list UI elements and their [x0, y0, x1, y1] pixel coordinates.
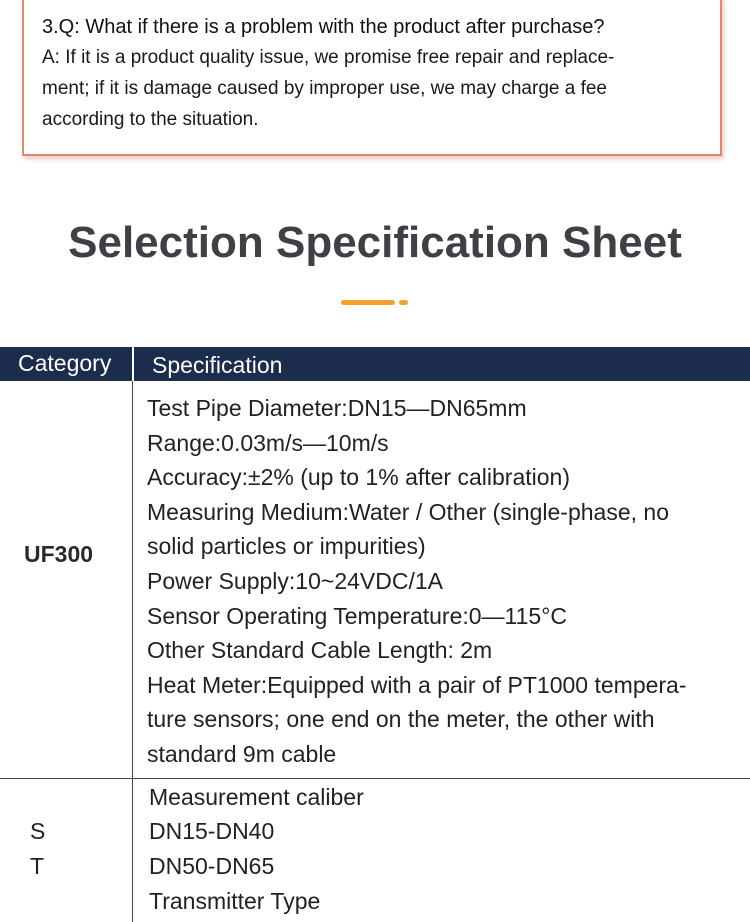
faq-question: 3.Q: What if there is a problem with the product after purchase? — [42, 16, 605, 38]
header-category: Category — [18, 350, 112, 376]
model-name: UF300 — [24, 541, 94, 567]
transmitter-type-heading: Transmitter Type — [149, 888, 321, 914]
header-divider — [132, 347, 134, 381]
faq-answer-line: according to the situation. — [42, 109, 259, 130]
spec-line: Heat Meter:Equipped with a pair of PT1000 tempera- — [147, 671, 687, 698]
spec-line: Sensor Operating Temperature:0—115°C — [147, 602, 568, 629]
spec-line: ture sensors; one end on the meter, the other with — [147, 706, 655, 733]
header-specification: Specification — [152, 352, 283, 378]
title-accent-dot — [399, 300, 408, 305]
spec-line: Test Pipe Diameter:DN15—DN65mm — [147, 395, 527, 421]
spec-line: solid particles or impurities) — [147, 533, 426, 560]
caliber-value: DN15-DN40 — [149, 818, 275, 844]
faq-box — [22, 0, 722, 156]
column-divider — [132, 381, 133, 778]
sheet-title: Selection Specification Sheet — [68, 218, 682, 267]
caliber-code: S — [30, 818, 46, 844]
caliber-code: T — [30, 853, 45, 879]
spec-line: Range:0.03m/s—10m/s — [147, 429, 389, 456]
spec-line: Other Standard Cable Length: 2m — [147, 637, 493, 664]
spec-list — [147, 391, 747, 772]
column-divider — [132, 779, 133, 922]
faq-answer-line: ment; if it is damage caused by improper use, we may charge a fee — [42, 78, 607, 99]
spec-line: Accuracy:±2% (up to 1% after calibration) — [147, 464, 570, 491]
spec-line: Power Supply:10~24VDC/1A — [147, 567, 443, 594]
faq-answer — [42, 42, 720, 135]
faq-answer-line: A: If it is a product quality issue, we promise free repair and replace- — [42, 47, 615, 68]
caliber-heading: Measurement caliber — [149, 784, 364, 810]
title-accent-bar — [341, 300, 395, 305]
table-header — [0, 347, 750, 381]
spec-line: Measuring Medium:Water / Other (single-phase, no — [147, 498, 669, 525]
caliber-value: DN50-DN65 — [149, 853, 275, 879]
row-separator — [0, 778, 750, 779]
spec-line: standard 9m cable — [147, 740, 337, 767]
